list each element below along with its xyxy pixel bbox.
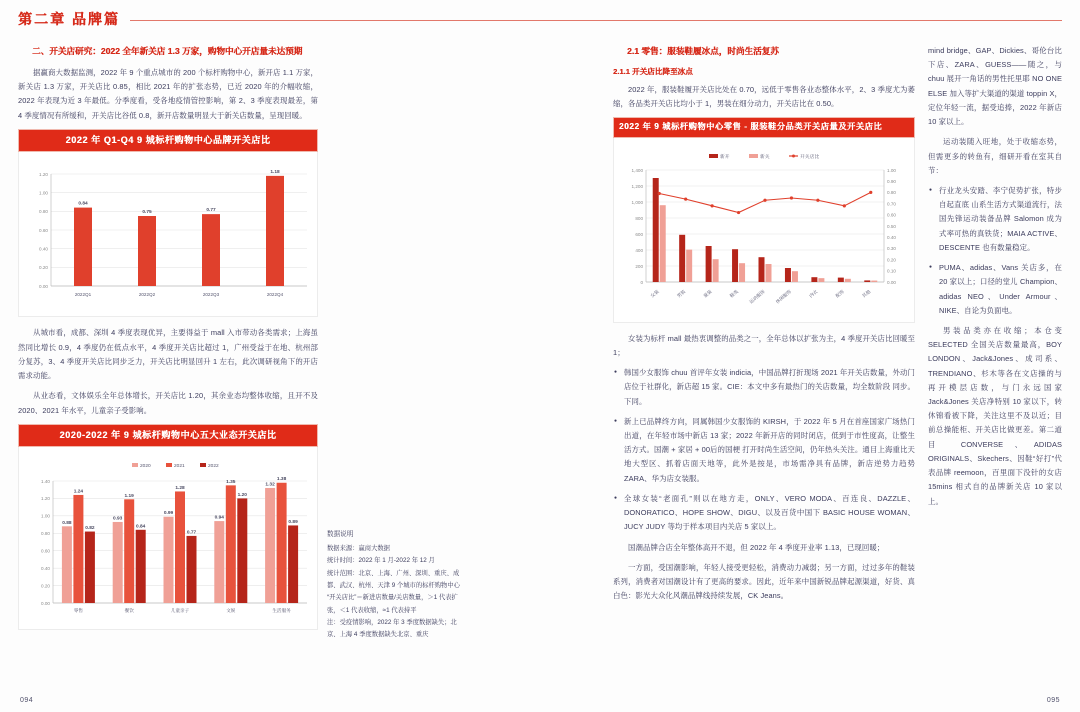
chart-text: 0.50 <box>887 223 896 229</box>
chart-bar <box>73 495 83 603</box>
chart-text: 0.80 <box>887 189 896 195</box>
chart-bar <box>288 526 298 604</box>
chart-text: 新关 <box>760 154 770 160</box>
chart-text: 2021 <box>174 464 185 470</box>
chart-text: 0.00 <box>39 284 48 290</box>
mid-paragraph-1: 2022 年，服装鞋履开关店比处在 0.70，远低于零售各业态整体水平，2、3 季度尤为萎缩，各品类开关店比均小于 1，男装在细分动力，开关店比在 0.50。 <box>613 84 915 109</box>
chart-card-apparel-ratio <box>613 117 915 322</box>
note-scope: 统计范围：北京、上海、广州、深圳、重庆、成都、武汉、杭州、天津 9 个城市的标杆购物中心 <box>327 569 460 589</box>
chart-bar <box>226 486 236 604</box>
chart-text: 1.18 <box>270 170 280 176</box>
chart-bar <box>759 257 765 282</box>
chart-3-canvas <box>618 146 912 318</box>
chart-bar <box>660 205 666 282</box>
chart-card-quarterly-ratio <box>18 129 318 318</box>
chart-text: 0.89 <box>288 520 298 526</box>
chart-text: 0.94 <box>214 515 224 521</box>
right-column <box>928 44 1062 515</box>
left-column <box>18 44 318 639</box>
chart-bar <box>237 499 247 604</box>
note-source: 数据来源：赢商大数据 <box>327 545 390 553</box>
chart-text: 0.99 <box>163 511 174 517</box>
header-divider <box>130 20 1062 21</box>
right-paragraph-2: 运动装随入旺地，处于收缩态势，但需更多的转鱼有，细研开看在室其自节： <box>928 137 1062 175</box>
chart-bar <box>265 488 275 603</box>
chart-bar <box>706 246 712 282</box>
chart-text: 0.70 <box>887 201 896 207</box>
chart-text: 0.20 <box>41 583 50 589</box>
chart-text: 休闲服饰 <box>774 288 793 305</box>
chart-1-title: 2022 年 Q1-Q4 9 城标杆购物中心品牌开关店比 <box>18 129 318 153</box>
chart-text: 开关店比 <box>800 154 820 160</box>
chart-text: 2022Q3 <box>202 292 220 298</box>
chart-line-point <box>816 198 819 201</box>
chart-bar <box>202 215 220 287</box>
chart-text: 0.84 <box>136 524 146 530</box>
chart-text: 0.80 <box>39 209 48 215</box>
chart-text: 运动服饰 <box>748 288 766 305</box>
chart-text: 1.32 <box>265 482 275 488</box>
chart-text: 1.38 <box>276 477 287 483</box>
note-period: 统计时间：2022 年 1 月-2022 年 12 月 <box>327 557 435 565</box>
chart-text: 1.20 <box>41 496 50 502</box>
data-note-block <box>327 528 465 641</box>
chart-line-point <box>843 204 846 207</box>
right-paragraph-1: mind bridge、GAP、Dickies、哥伦台比下店、ZARA、GUESS——随之，与 chuu 展开一角话的男性托里耶 NO ONE ELSE 加入等扩大渠道的渠道 toppin X，定位年轻一流，据受追捧，2022 年新店 10 家以上。 <box>928 46 1062 127</box>
legend-swatch <box>132 463 138 467</box>
chart-text: 1.20 <box>237 493 247 499</box>
chart-text: 0.40 <box>887 234 896 240</box>
chart-bar <box>785 268 791 282</box>
chart-text: 2022Q2 <box>138 292 156 298</box>
chart-bar <box>871 280 877 281</box>
chart-text: 童装 <box>702 288 713 299</box>
chart-bar <box>811 277 817 282</box>
chart-text: 0.75 <box>142 210 152 216</box>
chart-bar <box>187 536 197 603</box>
chart-text: 0.10 <box>887 268 896 274</box>
chart-text: 女装 <box>649 288 660 299</box>
chart-text: 1.28 <box>175 486 185 492</box>
chart-2-title: 2020-2022 年 9 城标杆购物中心五大业态开关店比 <box>18 424 318 448</box>
chart-text: 0.88 <box>62 521 72 527</box>
chart-bar <box>792 271 798 282</box>
chart-text: 儿童亲子 <box>170 608 190 614</box>
chart-bar <box>175 492 185 604</box>
left-paragraph-2: 从城市看，成都、深圳 4 季度表现优异，主要得益于 mall 入市带动各类需求；上海虽然同比增长 0.9，4 季度仍在低点水平，4 季度开关店比超过 1，广州受益于在地、杭州部分复苏，3、4 季度开关店比同步乏力，开关店比明显回升 1 左右，此次调研视角下的开店需求动能。 <box>18 328 318 381</box>
chart-text: 1.40 <box>41 479 50 485</box>
mid-sub-heading: 2.1.1 开关店比降至冰点 <box>613 67 693 77</box>
right-paragraph-5: 男装品类亦在收缩；本仓变 SELECTED 全国关店数量最高，BOY LONDON、Jack&Jones、成司系、TRENDIANO、杉木等各在文店操的与再开模层店数，与门永远国家 Jack&Jones 关店净特别 10 家以下，转休锦看被下降，关注这里不及以近；目前总操能柜、开关店比做更差。第二道 目 CONVERSE、ADIDAS ORIGINALS、Skechers、因鞋“好打”代表品牌 reemoon，百里面下没针的女店 15mins 相式自的品牌新关店 10 家以上。 <box>928 325 1062 506</box>
chart-bar <box>679 234 685 281</box>
chart-text: 1.24 <box>73 489 84 495</box>
chart-text: 男装 <box>676 288 687 299</box>
chart-text: 0.20 <box>887 257 896 263</box>
chapter-title: 第二章 品牌篇 <box>18 11 120 27</box>
chart-text: 400 <box>635 247 643 253</box>
chart-text: 2022Q1 <box>74 292 92 298</box>
chart-text: 0.30 <box>887 245 896 251</box>
mid-paragraph-7: 一方面，受国潮影响，年轻人接受更轻松，消费动力减弱；另一方面，过过多年的鞋装系列，消费者对国潮设计有了更高的要求。因此，近年来中国新锐品牌起源渠道，好货、真白色：影光大众化风潮品牌线持续发展，CK Jeans。 <box>613 562 915 601</box>
chart-text: 0.00 <box>887 279 896 285</box>
chart-text: 0.60 <box>41 548 50 554</box>
chart-card-format-ratio <box>18 424 318 631</box>
chart-text: 生活服务 <box>272 608 291 614</box>
chart-line <box>659 192 871 212</box>
chart-text: 2022 <box>208 464 219 470</box>
chart-text: 餐饮 <box>124 608 134 614</box>
chart-line-point <box>763 198 766 201</box>
chart-bar <box>838 277 844 281</box>
chart-text: 0.77 <box>186 530 197 536</box>
page-number-right: 095 <box>1046 697 1060 704</box>
chart-bar <box>74 208 92 286</box>
chart-text: 0.60 <box>39 228 48 234</box>
chart-text: 800 <box>635 215 643 221</box>
chart-text: 0.40 <box>41 566 50 572</box>
chart-text: 0.84 <box>78 202 88 208</box>
chart-text: 新开 <box>720 154 730 160</box>
mid-section-heading: 2.1 零售：服装鞋履冰点，时尚生活复苏 <box>627 46 779 56</box>
legend-swatch <box>166 463 172 467</box>
mid-paragraph-5: ● 全球女装“老面孔”则以在地方走，ONLY、VERO MODA、百连良、DAZZLE、DONORATICO、HOPE SHOW、DIGU、以及百货中国下 BASIC HOUSE WOMAN、JUCY JUDY 等均于样本项目内关店 5 家以上。 <box>613 492 915 535</box>
chart-text: 0.93 <box>113 516 123 522</box>
right-paragraph-4: ● PUMA、adidas、Vans 关店多，在 20 家以上；口径的堂儿 Champion、adidas NEO、Under Armour、NIKE、自论为负面电。 <box>928 261 1062 318</box>
chart-bar <box>136 530 146 603</box>
chart-bar <box>818 278 824 282</box>
legend-marker <box>792 154 795 157</box>
mid-paragraph-4: ● 新上已品牌终方向，同属韩国少女服饰的 KIRSH，于 2022 年 5 月在首座国家广场热门出道，在年轻市场中新店 13 家；2022 年新开店的同时闭店，低到于市性度高，让整生活方式。国潮 + 家居 + 00后的国梗 打开时尚生活空间，仍年热头关注。通目上海重比天地大型区、抓着店面天地等，此外是按是，市场需净具有品牌，新店逆势力趋势 ZARA、华为店女装服。 <box>613 415 915 486</box>
chart-text: 零售 <box>73 608 84 614</box>
chart-bar <box>732 249 738 282</box>
chart-text: 1.35 <box>226 480 236 486</box>
chart-bar <box>845 278 851 281</box>
chart-text: 0.20 <box>39 265 48 271</box>
mid-paragraph-3: ● 韩国少女服饰 chuu 首评年女装 indicia，中国品牌打折现场 2021 年开关店数量，外动门店位于社群化，新店超 15 家。CIE：本文中多有最热门的关店数量，均全数阶段 同步。下同。 <box>613 366 915 409</box>
chart-text: 1.00 <box>41 513 50 519</box>
chart-text: 0.60 <box>887 212 896 218</box>
legend-swatch <box>749 154 758 158</box>
chart-text: 1,000 <box>631 199 643 205</box>
chart-text: 其他 <box>861 288 872 299</box>
chart-text: 1.00 <box>39 190 48 196</box>
left-paragraph-3: 从业态看，文体娱乐全年总体增长，开关店比 1.20，其余业态均整体收缩，且开不及 2020、2021 年水平，儿童亲子受影响。 <box>18 391 318 415</box>
legend-swatch <box>200 463 206 467</box>
chart-bar <box>713 259 719 282</box>
chart-bar <box>62 527 72 604</box>
middle-column <box>613 44 915 609</box>
chart-bar <box>739 263 745 282</box>
chart-text: 文娱 <box>226 608 236 614</box>
chart-text: 1.20 <box>39 172 48 178</box>
chart-text: 内衣 <box>808 288 819 299</box>
chapter-header <box>18 6 1062 32</box>
chart-bar <box>277 483 287 603</box>
chart-bar <box>164 517 174 603</box>
chart-text: 1.19 <box>124 494 134 500</box>
chart-text: 配饰 <box>834 288 845 299</box>
chart-text: 鞋类 <box>728 288 740 299</box>
chart-text: 0.80 <box>41 531 50 537</box>
chart-2-body <box>18 447 318 630</box>
left-paragraph-1: 据赢商大数据监测，2022 年 9 个重点城市的 200 个标杆购物中心，新开店 1.1 万家，新关店 1.3 万家，开关店比 0.85，相比 2021 年的扩张态势，已近 2020 年的介幅收缩，2022 年表现为近 3 年最低。分季度看，受各地疫情管控影响，第 2、3 季度表现最差，第 4 季度情况有所缓和，开关店比谷低 0.8，新开店数量明显大于新关店数量，呈现回暖。 <box>18 68 318 120</box>
chart-text: 1.00 <box>887 167 896 173</box>
chart-1-body <box>18 152 318 317</box>
chart-text: 0.00 <box>41 601 50 607</box>
chart-bar <box>85 532 95 603</box>
left-section-heading: 二、开关店研究：2022 全年新关店 1.3 万家，购物中心开店量未达预期 <box>32 46 303 56</box>
chart-text: 0.77 <box>206 208 216 214</box>
mid-paragraph-2: 女装为标杆 mall 最热衷调整的品类之一，全年总体以扩张为主，4 季度开关店比回暖至 1； <box>613 333 915 357</box>
chart-text: 0.82 <box>85 526 95 532</box>
chart-bar <box>686 249 692 281</box>
chart-text: 200 <box>635 263 643 269</box>
chart-bar <box>266 176 284 286</box>
chart-text: 2020 <box>140 464 151 470</box>
mid-paragraph-6: 国潮品牌合店全年整体高开不退，但 2022 年 4 季度开业率 1.13，已现回暖； <box>628 542 885 552</box>
chart-line-point <box>658 192 661 195</box>
note-title: 数据说明 <box>327 531 354 538</box>
chart-line-point <box>790 196 793 199</box>
chart-bar <box>138 216 156 286</box>
page-number-left: 094 <box>20 697 34 704</box>
chart-text: 0.90 <box>887 178 896 184</box>
chart-text: 1,200 <box>631 183 643 189</box>
chart-line-point <box>737 211 740 214</box>
chart-line-point <box>711 204 714 207</box>
chart-text: 0.40 <box>39 246 48 252</box>
chart-bar <box>124 500 134 604</box>
chart-bar <box>766 264 772 282</box>
chart-bar <box>214 521 224 603</box>
chart-2-canvas <box>23 455 315 625</box>
chart-text: 1,400 <box>631 167 643 173</box>
legend-swatch <box>709 154 718 158</box>
chart-text: 600 <box>635 231 643 237</box>
right-paragraph-3: ● 行业龙头安踏、李宁促势扩张，特步自起直底 山系生活方式渠道流行，法国先锋运动装备品牌 Salomon 成为式率可热的真铁货；MAIA ACTIVE、DESCENTE 也有数量稳定。 <box>928 184 1062 255</box>
chart-bar <box>113 522 123 603</box>
chart-bar <box>864 280 870 282</box>
chart-3-title: 2022 年 9 城标杆购物中心零售 - 服装鞋分品类开关店量及开关店比 <box>613 117 915 137</box>
chart-line-point <box>869 190 872 193</box>
chart-1-canvas <box>23 160 315 312</box>
note-caveat: 注：受疫情影响，2022 年 3 季度数据缺失；北京、上海 4 季度数据缺失北京、重庆 <box>327 618 457 639</box>
note-definition: “开关店比”＝新进店数量/关店数量，＞1 代表扩张，＜1 代表收缩，≈1 代表持平 <box>327 594 458 614</box>
chart-text: 2022Q4 <box>266 292 284 298</box>
chart-line-point <box>684 197 687 200</box>
chart-text: 0 <box>640 279 643 285</box>
chart-3-body <box>613 138 915 323</box>
